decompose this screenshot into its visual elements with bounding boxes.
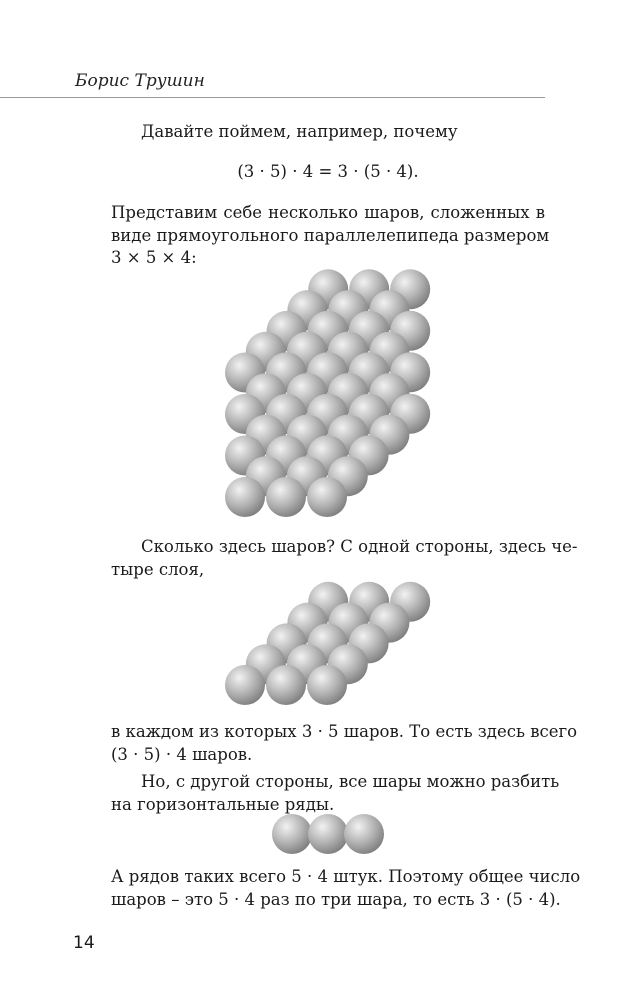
ball [308,352,348,392]
ball [390,394,430,434]
ball [328,603,368,643]
ball [287,373,327,413]
ball [308,814,348,854]
ball [287,415,327,455]
ball [369,332,409,372]
ball [225,477,265,517]
running-header-author: Борис Трушин [75,71,205,91]
paragraph-line: в каждом из которых 3 · 5 шаров. То есть здесь всего [111,722,578,741]
paragraph-line: А рядов таких всего 5 · 4 штук. Поэтому общее число [111,867,581,886]
ball [349,352,389,392]
paragraph-line: 3 × 5 × 4: [111,248,197,267]
ball [308,582,348,622]
ball [328,332,368,372]
ball [369,415,409,455]
ball [390,582,430,622]
ball [246,332,286,372]
ball [369,603,409,643]
paragraph-line: шаров – это 5 · 4 раз по три шара, то есть 3 · (5 · 4). [111,889,561,909]
paragraph-line: на горизонтальные ряды. [111,794,335,814]
ball [287,332,327,372]
ball [369,373,409,413]
paragraph-line: тыре слоя, [111,559,205,579]
ball [308,394,348,434]
ball [328,415,368,455]
ball [225,394,265,434]
paragraph-line: Представим себе несколько шаров, сложенных в [111,203,545,222]
ball [287,644,327,684]
ball [308,311,348,351]
ball [328,415,368,455]
ball [307,353,347,393]
ball [307,436,347,476]
ball [287,290,327,330]
ball [267,623,307,663]
ball [266,665,306,705]
ball [308,311,348,351]
paragraph-layer-count [111,721,578,766]
ball [328,290,368,330]
ball [246,415,286,455]
equation: (3 · 5) · 4 = 3 · (5 · 4). [237,162,419,181]
ball [246,456,286,496]
ball [328,373,368,413]
ball [307,477,347,517]
ball [349,311,389,351]
page-number: 14 [73,933,95,953]
ball [328,332,368,372]
ball [287,603,327,643]
ball [307,665,347,705]
ball [308,352,348,392]
ball [272,814,312,854]
paragraph-rows [111,771,560,816]
paragraph-layers [111,536,578,581]
ball [266,353,306,393]
ball [349,269,389,309]
ball [390,311,430,351]
ball [225,353,265,393]
ball [308,435,348,475]
paragraph-line: Давайте поймем, например, почему [141,122,458,141]
header-rule [0,97,545,98]
ball [307,394,347,434]
ball [287,373,327,413]
ball [267,394,307,434]
paragraph-line: (3 · 5) · 4 шаров. [111,744,253,764]
ball [308,394,348,434]
ball [287,332,327,372]
ball [267,352,307,392]
paragraph-line: виде прямоугольного параллелепипеда размером [111,225,550,245]
ball [349,623,389,663]
ball [266,477,306,517]
paragraph-balls-description [111,202,550,270]
ball [328,456,368,496]
ball [246,644,286,684]
ball [344,814,384,854]
ball [246,373,286,413]
ball [369,290,409,330]
ball [328,373,368,413]
ball [267,435,307,475]
ball [349,352,389,392]
ball [390,352,430,392]
paragraph-conclusion [111,866,581,911]
ball [349,394,389,434]
ball [308,269,348,309]
paragraph-line: Но, с другой стороны, все шары можно разбить [141,772,560,791]
ball [328,644,368,684]
ball [266,436,306,476]
ball [349,435,389,475]
ball [287,456,327,496]
paragraph-intro [111,121,545,144]
ball [225,665,265,705]
ball [267,311,307,351]
ball [349,394,389,434]
ball [287,415,327,455]
ball [266,394,306,434]
paragraph-line: Сколько здесь шаров? С одной стороны, здесь че- [141,537,578,556]
ball [349,311,389,351]
ball [390,269,430,309]
ball [308,623,348,663]
ball [225,436,265,476]
ball [349,582,389,622]
